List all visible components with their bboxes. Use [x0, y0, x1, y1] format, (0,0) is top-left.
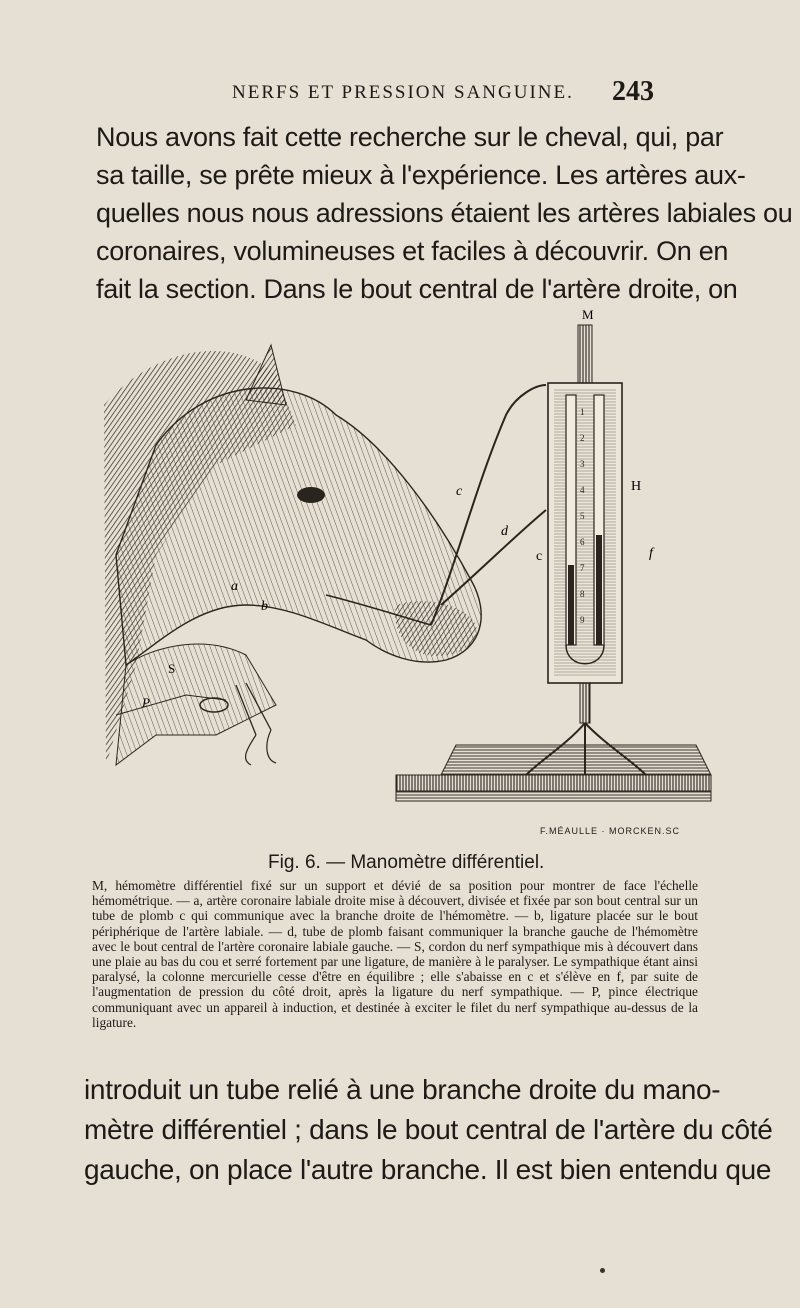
text-line: mètre différentiel ; dans le bout central de l'artère du côté — [84, 1114, 773, 1145]
running-head: NERFS ET PRESSION SANGUINE. — [232, 82, 574, 103]
paragraph-top — [96, 118, 793, 308]
label-f: f — [649, 546, 653, 561]
scale-number: 2 — [580, 433, 585, 443]
text-line: introduit un tube relié à une branche droite du mano- — [84, 1074, 721, 1105]
scale-number: 8 — [580, 589, 585, 599]
label-h: H — [631, 479, 642, 494]
figure-caption-body: M, hémomètre différentiel fixé sur un support et dévié de sa position pour montrer de face l'échelle hémométrique. — a, artère coronaire labiale droite mise à découvert, divisée et fixée par son bout central sur un tube de plomb c qui communique avec la branche droite de l'hémomètre. — b, ligature placée sur le bout périphérique de l'artère labiale. — d, tube de plomb faisant communiquer la branche gauche de l'hémomètre avec le bout central de l'artère coronaire labiale gauche. — S, cordon du nerf sympathique mis à découvert dans une plaie au bas du cou et serré fortement par une ligature, de manière à le paralyser. Le sympathique étant ainsi paralysé, la colonne mercurielle cesse d'être en équilibre ; elle s'abaisse en c et s'élève en f, par suite de l'augmentation de pression du côté droit, après la ligature du nerf sympathique. — P, pince électrique communiquant avec un appareil à induction, et destinée à exciter le filet du nerf sympathique au-dessus de la ligature. — [92, 878, 698, 1030]
text-line: Nous avons fait cette recherche sur le cheval, qui, par — [96, 122, 724, 152]
horse-eye-shape — [297, 487, 325, 503]
label-a: a — [231, 579, 238, 594]
label-m: M — [582, 307, 594, 322]
text-line: fait la section. Dans le bout central de l'artère droite, on — [96, 274, 738, 304]
scale-number: 5 — [580, 511, 585, 521]
horse-manometer-illustration — [96, 305, 716, 840]
manometer-scale — [580, 407, 585, 625]
horse-neck-shape — [116, 644, 276, 765]
figure-caption-title: Fig. 6. — Manomètre différentiel. — [268, 852, 545, 873]
label-s: S — [168, 661, 176, 676]
scale-number: 3 — [580, 459, 585, 469]
mercury-right — [596, 535, 602, 645]
label-c-lower: c — [536, 549, 543, 564]
clamp-wires-shape — [246, 730, 276, 765]
label-p: P — [142, 695, 150, 710]
stand-column — [580, 683, 590, 723]
label-b: b — [261, 599, 268, 614]
scale-number: 1 — [580, 407, 585, 417]
ink-dot — [600, 1268, 605, 1273]
scale-number: 4 — [580, 485, 585, 495]
page-number: 243 — [612, 76, 654, 107]
text-line: coronaires, volumineuses et faciles à découvrir. On en — [96, 236, 729, 266]
scale-number: 6 — [580, 537, 585, 547]
table-top — [441, 745, 711, 775]
label-d: d — [501, 524, 508, 539]
scale-number: 7 — [580, 563, 585, 573]
text-line: quelles nous nous adressions étaient les artères labiales ou — [96, 198, 793, 228]
base-slab — [396, 775, 711, 791]
scale-number: 9 — [580, 615, 585, 625]
label-c-upper: c — [456, 484, 463, 499]
paragraph-bottom — [84, 1070, 773, 1190]
engraving-figure — [96, 305, 716, 840]
manometer-top-clamp — [578, 325, 592, 385]
text-line: sa taille, se prête mieux à l'expérience. Les artères aux- — [96, 160, 746, 190]
engraver-signature: F.MÉAULLE · MORCKEN.SC — [540, 826, 681, 836]
mercury-left — [568, 565, 574, 645]
running-header — [0, 76, 800, 112]
text-line: gauche, on place l'autre branche. Il est bien entendu que — [84, 1154, 772, 1185]
